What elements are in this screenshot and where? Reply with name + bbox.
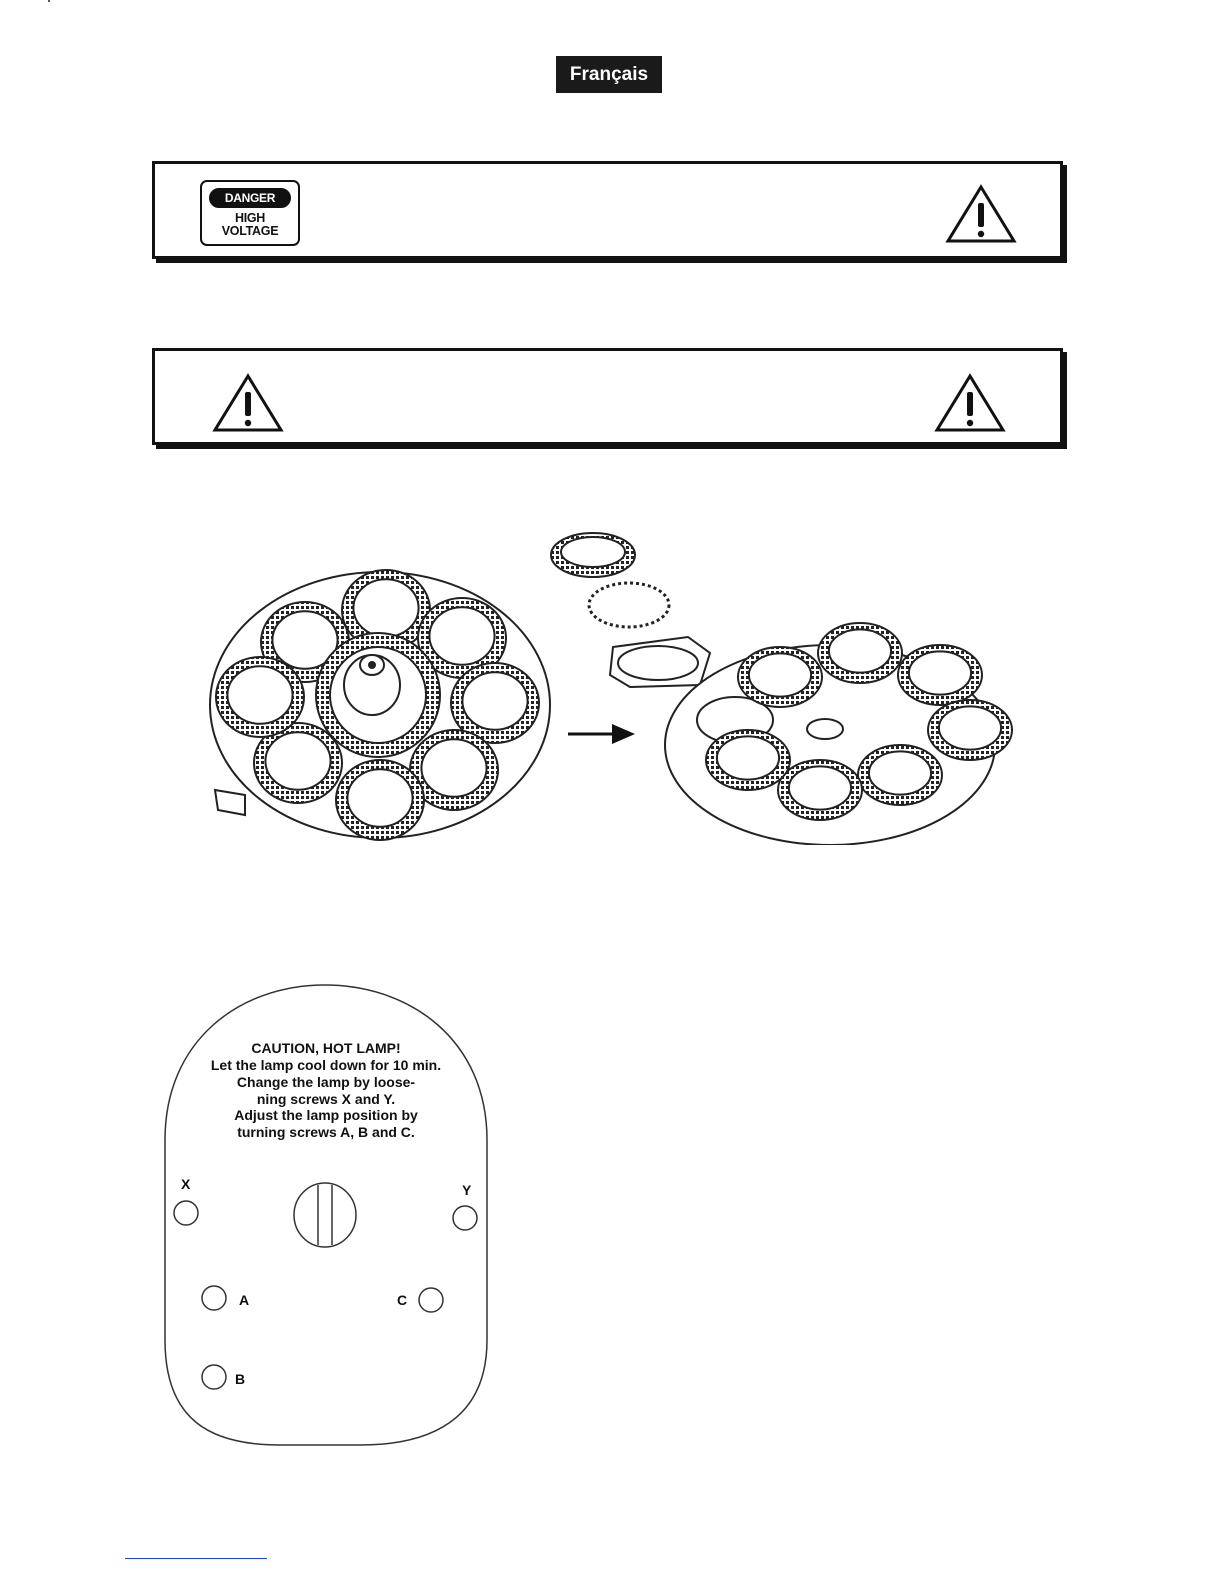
gobo-opening xyxy=(227,666,292,724)
screw-c xyxy=(419,1288,443,1312)
screw-b xyxy=(202,1365,226,1389)
caution-line: Adjust the lamp position by xyxy=(234,1107,418,1123)
footer-link-underline xyxy=(125,1558,267,1559)
lamp-cover-plate xyxy=(160,980,495,1450)
arrow-right-icon xyxy=(568,724,635,744)
warning-triangle-icon xyxy=(212,373,284,433)
warning-triangle-icon xyxy=(934,373,1006,433)
caution-line: Let the lamp cool down for 10 min. xyxy=(210,1057,442,1073)
screw-x xyxy=(174,1201,198,1225)
center-knob-icon xyxy=(294,1183,356,1247)
danger-high-voltage-icon xyxy=(200,180,300,246)
screw-a-label: A xyxy=(239,1292,250,1308)
screw-c-label: C xyxy=(397,1292,408,1308)
gobo-opening xyxy=(353,579,418,637)
gobo-opening xyxy=(869,751,931,794)
corner-mark xyxy=(48,0,50,2)
exploded-gobo-parts xyxy=(551,533,710,687)
caution-line: ning screws X and Y. xyxy=(256,1091,396,1107)
gobo-opening xyxy=(421,739,486,797)
screw-x-label: X xyxy=(181,1176,191,1192)
gobo-opening xyxy=(462,672,527,730)
caution-line: CAUTION, HOT LAMP! xyxy=(251,1040,401,1056)
danger-sub-label-2: VOLTAGE xyxy=(221,224,279,238)
gobo-opening xyxy=(429,607,494,665)
caution-line: turning screws A, B and C. xyxy=(237,1124,415,1140)
danger-sub-label-1: HIGH xyxy=(234,211,266,225)
gobo-opening xyxy=(347,769,412,827)
screw-b-label: B xyxy=(235,1371,246,1387)
disassembled-gobo-wheel xyxy=(665,623,1012,845)
warning-triangle-icon xyxy=(945,184,1017,244)
gobo-wheel-exploded-diagram xyxy=(200,525,1020,845)
danger-label: DANGER xyxy=(209,188,291,208)
gobo-opening xyxy=(717,736,779,779)
gobo-opening xyxy=(789,766,851,809)
gobo-opening xyxy=(829,629,891,672)
gobo-opening xyxy=(265,732,330,790)
assembled-gobo-wheel xyxy=(210,570,550,840)
gobo-opening xyxy=(749,653,811,696)
screw-y-label: Y xyxy=(462,1182,472,1198)
gobo-opening xyxy=(939,706,1001,749)
high-voltage-warning-box xyxy=(152,161,1063,259)
caution-warning-box xyxy=(152,348,1063,445)
screw-a xyxy=(202,1286,226,1310)
caution-line: Change the lamp by loose- xyxy=(236,1074,416,1090)
gobo-opening xyxy=(909,651,971,694)
screw-y xyxy=(453,1206,477,1230)
language-badge: Français xyxy=(556,56,662,93)
